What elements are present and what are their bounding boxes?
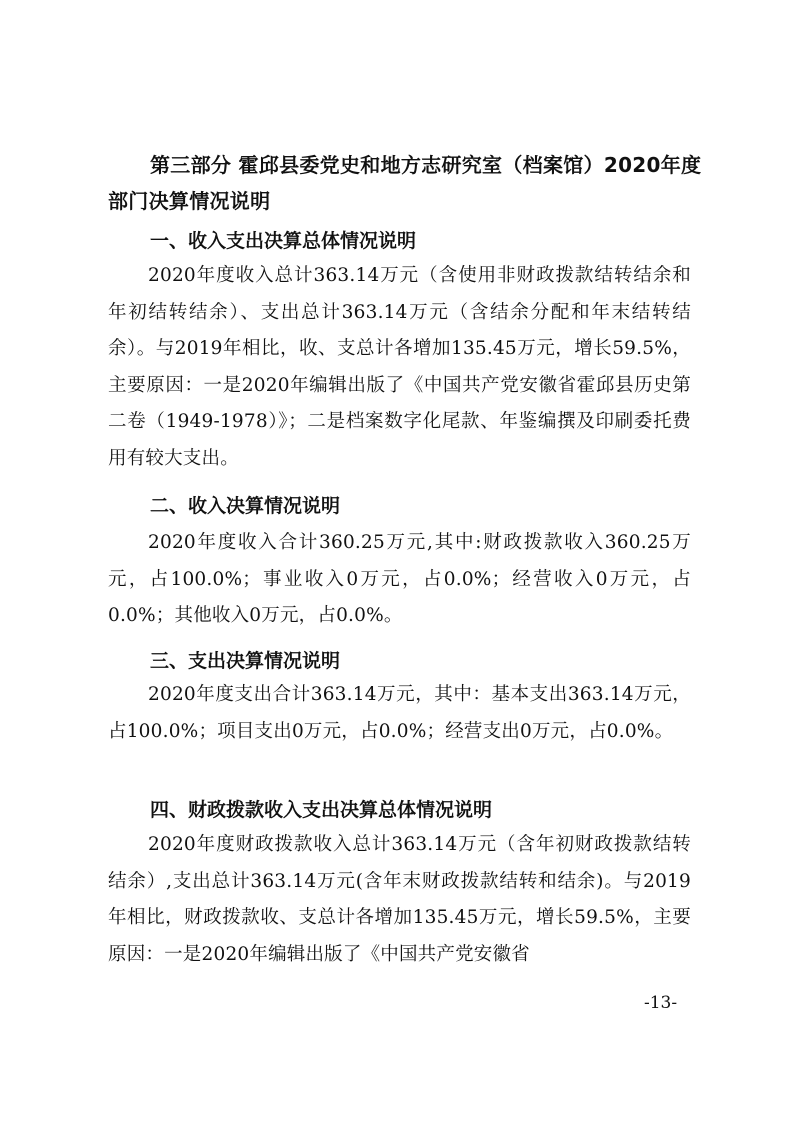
section-paragraph-4: 2020年度财政拨款收入总计363.14万元（含年初财政拨款结转结余）,支出总计363.14万元(含年末财政拨款结转和结余)。与2019年相比，财政拨款收、支总计各增加135.45万元，增长59.5%，主要原因：一是2020年编辑出版了《中国共产党安徽省 — [108, 834, 691, 965]
page-number: -13- — [644, 993, 678, 1013]
section-heading-4: 四、财政拨款收入支出决算总体情况说明 — [150, 799, 493, 821]
section-paragraph-1: 2020年度收入总计363.14万元（含使用非财政拨款结转结余和年初结转结余）、支出总计363.14万元（含结余分配和年末结转结余）。与2019年相比，收、支总计各增加135.45万元，增长59.5%，主要原因：一是2020年编辑出版了《中国共产党安徽省霍邱县历史第二卷（1949-1978）》；二是档案数字化尾款、年鉴编撰及印刷委托费用有较大支出。 — [108, 265, 691, 469]
section-paragraph-3: 2020年度支出合计363.14万元，其中：基本支出363.14万元，占100.0%；项目支出0万元，占0.0%；经营支出0万元，占0.0%。 — [108, 684, 691, 742]
section-heading-1: 一、收入支出决算总体情况说明 — [150, 230, 417, 252]
section-paragraph-2: 2020年度收入合计360.25万元,其中:财政拨款收入360.25万元，占100.0%；事业收入0万元，占0.0%；经营收入0万元，占0.0%；其他收入0万元，占0.0%。 — [108, 532, 691, 626]
document-title: 第三部分 霍邱县委党史和地方志研究室（档案馆）2020年度部门决算情况说明 — [108, 153, 702, 213]
section-heading-2: 二、收入决算情况说明 — [150, 495, 341, 517]
section-heading-3: 三、支出决算情况说明 — [150, 650, 341, 672]
